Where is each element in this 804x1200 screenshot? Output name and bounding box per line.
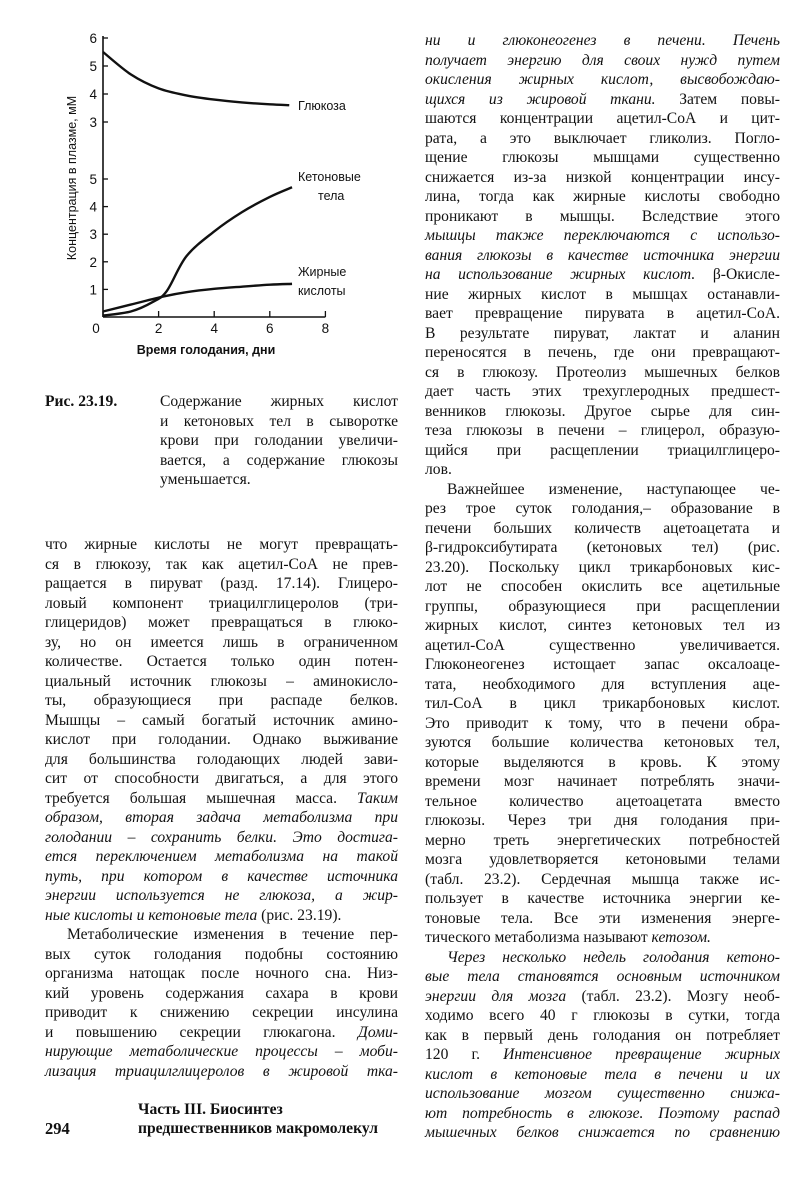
text-run: количестве. Остается только один потен- — [45, 653, 398, 670]
text-line — [45, 1023, 398, 1043]
text-line — [45, 828, 398, 848]
text-run: β-гидроксибутирата (кетоновых тел) (рис. — [425, 539, 780, 556]
series-label: Кетоновые — [298, 170, 361, 184]
x-tick-label: 2 — [154, 321, 163, 336]
y-tick-label: 5 — [89, 172, 97, 187]
italic-text: ется переключением метаболизма на такой — [45, 848, 398, 865]
text-line — [425, 636, 780, 656]
series-line-0 — [103, 52, 289, 105]
text-run: тоновые тела. Все эти изменения энерге- — [425, 909, 780, 927]
text-line — [425, 597, 780, 617]
text-line — [425, 421, 780, 441]
text-line — [425, 655, 780, 675]
text-run: шаются концентрации ацетил-СоА и цит- — [425, 110, 780, 127]
text-run: ращается в пируват (разд. 17.14). Глицеро- — [45, 575, 398, 592]
text-line — [45, 945, 398, 965]
text-line — [425, 129, 780, 149]
text-run: (табл. 23.2). Сердечная мышца также ис- — [425, 870, 780, 888]
text-run: проникают в мышцы. Вследствие этого — [425, 207, 780, 225]
italic-text: Доми- — [357, 1023, 398, 1041]
text-run: щение глюкозы мышцами существенно — [425, 149, 780, 166]
text-line — [160, 392, 398, 412]
figure-caption-label: Рис. 23.19. — [45, 393, 118, 410]
x-tick-label: 0 — [92, 321, 100, 336]
text-run: группы, образующиеся при расщеплении — [425, 597, 780, 615]
text-run: кий уровень содержания сахара в крови — [45, 984, 398, 1002]
text-line — [45, 535, 398, 555]
italic-text: кислот в кетоновые тела в печени и их — [425, 1065, 780, 1083]
text-line — [425, 382, 780, 402]
text-run: рата, а это выключает гликолиз. Погло- — [425, 129, 780, 147]
text-run: ходимо всего 40 г глюкозы в сутки, тогда — [425, 1007, 780, 1024]
part-title-line-2: предшественников макромолекул — [138, 1120, 378, 1137]
left-text-column — [45, 535, 398, 1081]
y-tick-label: 2 — [89, 254, 97, 270]
text-run: 23.20). Поскольку цикл трикарбоновых кис- — [425, 558, 780, 576]
text-run: (табл. 23.2). Мозгу необ- — [566, 987, 780, 1005]
text-line — [425, 285, 780, 305]
text-run: щийся при расщеплении триацилглицеро- — [425, 441, 780, 459]
series-label: тела — [318, 189, 345, 203]
text-run: организма натощак после ночного сна. Низ- — [45, 965, 398, 982]
figure-23-19-chart — [0, 0, 420, 370]
text-line — [425, 1026, 780, 1046]
text-line — [45, 613, 398, 633]
text-run: уменьшается. — [160, 471, 251, 488]
x-tick-label: 8 — [321, 321, 330, 336]
text-run: жирных кислот, синтез кетоновых тел из — [425, 617, 780, 634]
text-line — [45, 711, 398, 731]
text-line — [425, 772, 780, 792]
text-run: дает часть этих трехуглеродных предшест- — [425, 383, 780, 400]
y-tick-label: 3 — [89, 115, 97, 130]
text-line — [425, 441, 780, 461]
italic-text: ни и глюконеогенез в печени. Печень — [425, 32, 780, 49]
text-line — [425, 577, 780, 597]
text-run: и кетоновых тел в сыворотке — [160, 412, 398, 430]
italic-text: вания глюкозы в качестве источника энергии — [425, 246, 780, 264]
italic-text: Интенсивное превращение жирных — [503, 1046, 780, 1063]
text-line — [160, 431, 398, 451]
text-run: вает превращение пирувата в ацетил-СоА. — [425, 305, 780, 322]
text-run: тил-СоА в цикл трикарбоновых кислот. — [425, 695, 780, 712]
text-line — [425, 538, 780, 558]
text-run: сит от способности двигаться, а для этого — [45, 770, 398, 787]
text-run: лот не способен окислить все ацетильные — [425, 578, 780, 595]
text-run: циальный источник глюкозы – аминокисло- — [45, 672, 398, 690]
y-tick-label: 3 — [89, 227, 97, 243]
text-line — [425, 753, 780, 773]
text-line — [45, 574, 398, 594]
text-line — [45, 867, 398, 887]
text-line — [425, 928, 780, 948]
text-line — [425, 714, 780, 734]
text-line — [45, 594, 398, 614]
text-run: крови при голодании увеличи- — [160, 432, 398, 449]
text-run: снижается из-за низкой концентрации инсу- — [425, 168, 780, 186]
text-line — [425, 1045, 780, 1065]
text-run: 120 г. — [425, 1046, 504, 1063]
series-line-1 — [103, 187, 292, 315]
text-run: глюкозы. Через три дня голодания при- — [425, 812, 780, 829]
text-line — [425, 51, 780, 71]
text-line — [425, 363, 780, 383]
text-run: что жирные кислоты не могут превращать- — [45, 536, 398, 553]
text-run: переносятся в печень, где они превращают- — [425, 344, 780, 361]
text-run: Затем повы- — [655, 90, 781, 108]
text-line — [425, 460, 780, 480]
text-run: как в первый день голодания он потребляет — [425, 1026, 780, 1044]
text-run: времени мозг начинает потреблять значи- — [425, 773, 780, 790]
x-tick-label: 6 — [266, 321, 274, 336]
italic-text: Таким — [357, 789, 398, 807]
text-run: печени больших количеств ацетоацетата и — [425, 519, 780, 537]
text-run: зуются большие количества кетоновых тел, — [425, 734, 780, 751]
text-line — [45, 906, 398, 926]
text-run: зу, но он имеется лишь в ограниченном — [45, 633, 398, 651]
series-label: Жирные — [298, 265, 347, 279]
figure-caption — [160, 392, 398, 490]
chart-series — [103, 52, 292, 316]
text-line — [425, 31, 780, 51]
text-line — [425, 558, 780, 578]
x-tick-label: 4 — [210, 321, 218, 336]
text-line — [425, 519, 780, 539]
text-line — [425, 694, 780, 714]
text-run: Глюконеогенез истощает запас оксалоаце- — [425, 656, 780, 673]
text-line — [425, 948, 780, 968]
text-run: (рис. 23.19). — [257, 906, 342, 924]
italic-text: получает энергию для своих нужд путем — [425, 51, 780, 69]
text-line — [425, 343, 780, 363]
text-run: Важнейшее изменение, наступающее че- — [447, 480, 780, 498]
italic-text: Через несколько недель голодания кетоно- — [447, 948, 780, 966]
series-line-2 — [103, 284, 292, 312]
italic-text: энергии для мозга — [425, 987, 567, 1005]
text-line — [425, 870, 780, 890]
italic-text: на использование жирных кислот. — [425, 266, 696, 283]
text-line — [45, 808, 398, 828]
y-tick-label: 1 — [89, 282, 97, 298]
text-run: Мышцы – самый богатый источник амино- — [45, 711, 398, 729]
text-line — [45, 555, 398, 575]
series-label: кислоты — [298, 284, 346, 298]
text-line — [160, 451, 398, 471]
text-line — [425, 324, 780, 344]
text-line — [425, 1065, 780, 1085]
italic-text: путь, при котором в качестве источника — [45, 867, 398, 885]
text-run: тического метаболизма называют — [425, 929, 652, 946]
text-line — [425, 909, 780, 929]
series-label: Глюкоза — [298, 99, 346, 113]
text-run: ся в глюкозу. Протеолиз мышечных белков — [425, 363, 780, 381]
y-tick-label: 6 — [89, 31, 97, 46]
italic-text: нирующие метаболические процессы – моби- — [45, 1043, 398, 1060]
text-run: ацетил-СоА существенно увеличивается. — [425, 636, 780, 654]
text-line — [425, 70, 780, 90]
text-run: тельное количество ацетоацетата вместо — [425, 792, 780, 810]
text-run: ние жирных кислот в мышцах останавли- — [425, 285, 780, 303]
text-run: и повышению секреции глюкагона. — [45, 1023, 358, 1041]
text-line — [425, 207, 780, 227]
italic-text: ют потребность в глюкозе. Поэтому распад — [425, 1104, 780, 1122]
text-run: ты, образующиеся при распаде белков. — [45, 692, 398, 709]
text-line — [45, 886, 398, 906]
text-line — [425, 480, 780, 500]
chart-x-axis-label: Время голодания, дни — [136, 343, 276, 357]
italic-text: мышечных белков снижается по сравнению — [425, 1124, 780, 1141]
y-tick-label: 4 — [89, 199, 97, 215]
italic-text: ные кислоты и кетоновые тела — [45, 906, 258, 924]
italic-text: использование мозгом существенно снижа- — [425, 1085, 780, 1102]
text-run: венников глюкозы. Другое сырье для син- — [425, 402, 780, 420]
italic-text: кетозом. — [651, 929, 711, 946]
italic-text: окисления жирных кислот, высвобождаю- — [425, 71, 780, 88]
page-number: 294 — [45, 1119, 70, 1138]
text-line — [425, 1123, 780, 1143]
text-run: ловый компонент триацилглицеролов (три- — [45, 594, 398, 612]
text-line — [425, 187, 780, 207]
text-line — [425, 226, 780, 246]
chart-series-labels — [298, 99, 361, 298]
chart-y-axis-label: Концентрация в плазме, мМ — [65, 95, 79, 261]
text-run: пользует в качестве источника энергии ке- — [425, 890, 780, 907]
right-text-column — [425, 31, 780, 1143]
text-line — [425, 889, 780, 909]
text-run: которые выделяются в кровь. К этому — [425, 753, 780, 771]
italic-text: энергии используется не глюкоза, а жир- — [45, 887, 398, 904]
text-run: В результате пируват, лактат и аланин — [425, 324, 780, 342]
italic-text: щихся из жировой ткани. — [425, 90, 656, 108]
text-line — [45, 1042, 398, 1062]
text-line — [45, 789, 398, 809]
text-line — [425, 1084, 780, 1104]
text-run: для большинства голодающих людей зави- — [45, 750, 398, 768]
text-line — [425, 304, 780, 324]
text-run: тата, необходимого для вступления аце- — [425, 675, 780, 693]
text-line — [425, 733, 780, 753]
part-title-line-1: Часть III. Биосинтез — [138, 1101, 283, 1118]
italic-text: образом, вторая задача метаболизма при — [45, 809, 398, 826]
text-line — [425, 792, 780, 812]
text-line — [425, 831, 780, 851]
text-line — [425, 987, 780, 1007]
text-run: кислот при голодании. Однако выживание — [45, 731, 398, 748]
text-line — [425, 1104, 780, 1124]
text-line — [425, 109, 780, 129]
text-run: требуется большая мышечная масса. — [45, 789, 358, 807]
italic-text: вые тела становятся основным источником — [425, 968, 780, 985]
text-line — [425, 148, 780, 168]
text-line — [160, 470, 398, 490]
text-line — [45, 652, 398, 672]
text-line — [45, 750, 398, 770]
text-run: лов. — [425, 461, 452, 478]
text-line — [45, 925, 398, 945]
text-line — [425, 246, 780, 266]
text-line — [45, 1003, 398, 1023]
text-run: вых суток голодания подобны состоянию — [45, 945, 398, 963]
text-run: теза глюкозы в печени – глицерол, образую- — [425, 422, 780, 439]
text-line — [45, 633, 398, 653]
text-line — [45, 1062, 398, 1082]
text-run: Метаболические изменения в течение пер- — [67, 926, 398, 943]
y-tick-label: 5 — [89, 59, 97, 74]
text-line — [425, 265, 780, 285]
text-line — [425, 402, 780, 422]
text-line — [45, 691, 398, 711]
italic-text: голодании – сохранить белки. Это достига- — [45, 828, 398, 846]
text-line — [425, 850, 780, 870]
text-line — [45, 672, 398, 692]
italic-text: мышцы также переключаются с использо- — [425, 227, 780, 244]
text-line — [425, 616, 780, 636]
text-line — [45, 984, 398, 1004]
text-run: β-Окисле- — [695, 266, 780, 283]
text-line — [425, 1006, 780, 1026]
italic-text: лизация триацилглицеролов в жировой тка- — [45, 1062, 398, 1080]
text-line — [425, 675, 780, 695]
text-line — [45, 964, 398, 984]
text-line — [45, 847, 398, 867]
text-run: приводит к снижению секреции инсулина — [45, 1004, 398, 1021]
text-line — [425, 499, 780, 519]
text-run: ся в глюкозу, так как ацетил-СоА не прев- — [45, 555, 398, 573]
text-run: вается, а содержание глюкозы — [160, 451, 398, 469]
text-line — [425, 168, 780, 188]
text-run: Содержание жирных кислот — [160, 393, 398, 410]
text-run: лина, тогда как жирные кислоты свободно — [425, 188, 780, 205]
text-run: рез трое суток голодания,– образование в — [425, 500, 780, 517]
text-run: глицеридов) может превращаться в глюко- — [45, 614, 398, 631]
text-run: мерно треть энергетических потребностей — [425, 831, 780, 849]
text-run: Это приводит к тому, что в печени обра- — [425, 714, 780, 732]
text-line — [45, 769, 398, 789]
y-tick-label: 4 — [89, 87, 97, 102]
text-line — [425, 811, 780, 831]
text-line — [425, 90, 780, 110]
text-run: мозга удовлетворяется кетоновыми телами — [425, 851, 780, 868]
text-line — [45, 730, 398, 750]
text-line — [425, 967, 780, 987]
text-line — [160, 412, 398, 432]
